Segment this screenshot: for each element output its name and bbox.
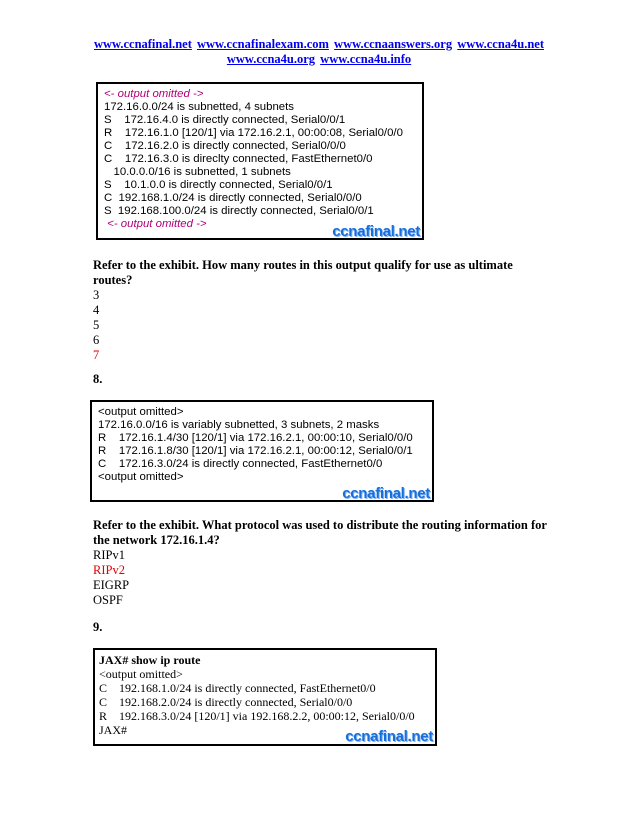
answer-options [93,288,99,363]
question-number: 9. [93,620,103,634]
exhibit-line: R 172.16.1.8/30 [120/1] via 172.16.2.1, 00:00:12, Serial0/0/1 [98,445,413,457]
watermark-logo: ccnafinal.net [342,485,430,502]
exhibit-routing-table-3 [93,648,437,746]
exhibit-line: 10.0.0.0/16 is subnetted, 1 subnets [104,166,291,178]
header-links-line-1 [0,37,638,52]
answer-option-correct: RIPv2 [93,563,125,577]
answer-options [93,548,129,608]
answer-option: OSPF [93,593,123,607]
link-ccna4u-org[interactable]: www.ccna4u.org [226,52,316,66]
answer-option-correct: 7 [93,348,100,362]
answer-option: EIGRP [93,578,130,592]
exhibit-line: S 10.1.0.0 is directly connected, Serial0/0/1 [104,179,333,191]
link-ccna4u-net[interactable]: www.ccna4u.net [457,37,545,51]
exhibit-line: S 192.168.100.0/24 is directly connected, Serial0/0/1 [104,205,374,217]
exhibit-line: C 172.16.2.0 is directly connected, Serial0/0/0 [104,140,346,152]
question-number: 8. [93,372,103,386]
answer-option: 6 [93,333,100,347]
exhibit-line: <- output omitted -> [104,218,207,230]
answer-option: RIPv1 [93,548,125,562]
exhibit-line: C 192.168.2.0/24 is directly connected, Serial0/0/0 [99,695,353,709]
exhibit-line: R 192.168.3.0/24 [120/1] via 192.168.2.2, 00:00:12, Serial0/0/0 [99,709,415,723]
link-ccnaanswers-org[interactable]: www.ccnaanswers.org [334,37,453,51]
exhibit-line: R 172.16.1.4/30 [120/1] via 172.16.2.1, 00:00:10, Serial0/0/0 [98,432,413,444]
exhibit-line: C 172.16.3.0 is direclty connected, FastEthernet0/0 [104,153,373,165]
exhibit-line: <output omitted> [98,471,184,483]
exhibit-line: 172.16.0.0/24 is subnetted, 4 subnets [104,101,294,113]
exhibit-line: <output omitted> [99,667,183,681]
exhibit-line: <output omitted> [98,406,184,418]
exhibit-routing-table-2 [90,400,434,502]
exhibit-line: R 172.16.1.0 [120/1] via 172.16.2.1, 00:00:08, Serial0/0/0 [104,127,403,139]
exhibit-line: S 172.16.4.0 is directly connected, Serial0/0/1 [104,114,346,126]
answer-option: 3 [93,288,100,302]
exhibit-line: 172.16.0.0/16 is variably subnetted, 3 subnets, 2 masks [98,419,380,431]
watermark-logo: ccnafinal.net [332,223,420,240]
question-text: Refer to the exhibit. What protocol was used to distribute the routing information for the network 172.16.1.4? [93,518,547,547]
header-links-line-2 [0,52,638,67]
link-ccna4u-info[interactable]: www.ccna4u.info [320,52,412,66]
link-ccnafinal-net[interactable]: www.ccnafinal.net [93,37,192,51]
exhibit-line-command: JAX# show ip route [99,653,201,667]
answer-option: 5 [93,318,100,332]
exhibit-line: C 192.168.1.0/24 is directly connected, FastEthernet0/0 [99,681,376,695]
exhibit-line: <- output omitted -> [104,88,204,100]
page-header [0,37,638,67]
question-text: Refer to the exhibit. How many routes in this output qualify for use as ultimate routes? [93,258,513,287]
exhibit-line: C 172.16.3.0/24 is directly connected, FastEthernet0/0 [98,458,383,470]
exhibit-line: JAX# [99,723,128,737]
answer-option: 4 [93,303,100,317]
exhibit-routing-table-1 [96,82,424,240]
link-ccnafinalexam-com[interactable]: www.ccnafinalexam.com [197,37,329,51]
exhibit-line: C 192.168.1.0/24 is directly connected, Serial0/0/0 [104,192,362,204]
watermark-logo: ccnafinal.net [345,728,433,745]
